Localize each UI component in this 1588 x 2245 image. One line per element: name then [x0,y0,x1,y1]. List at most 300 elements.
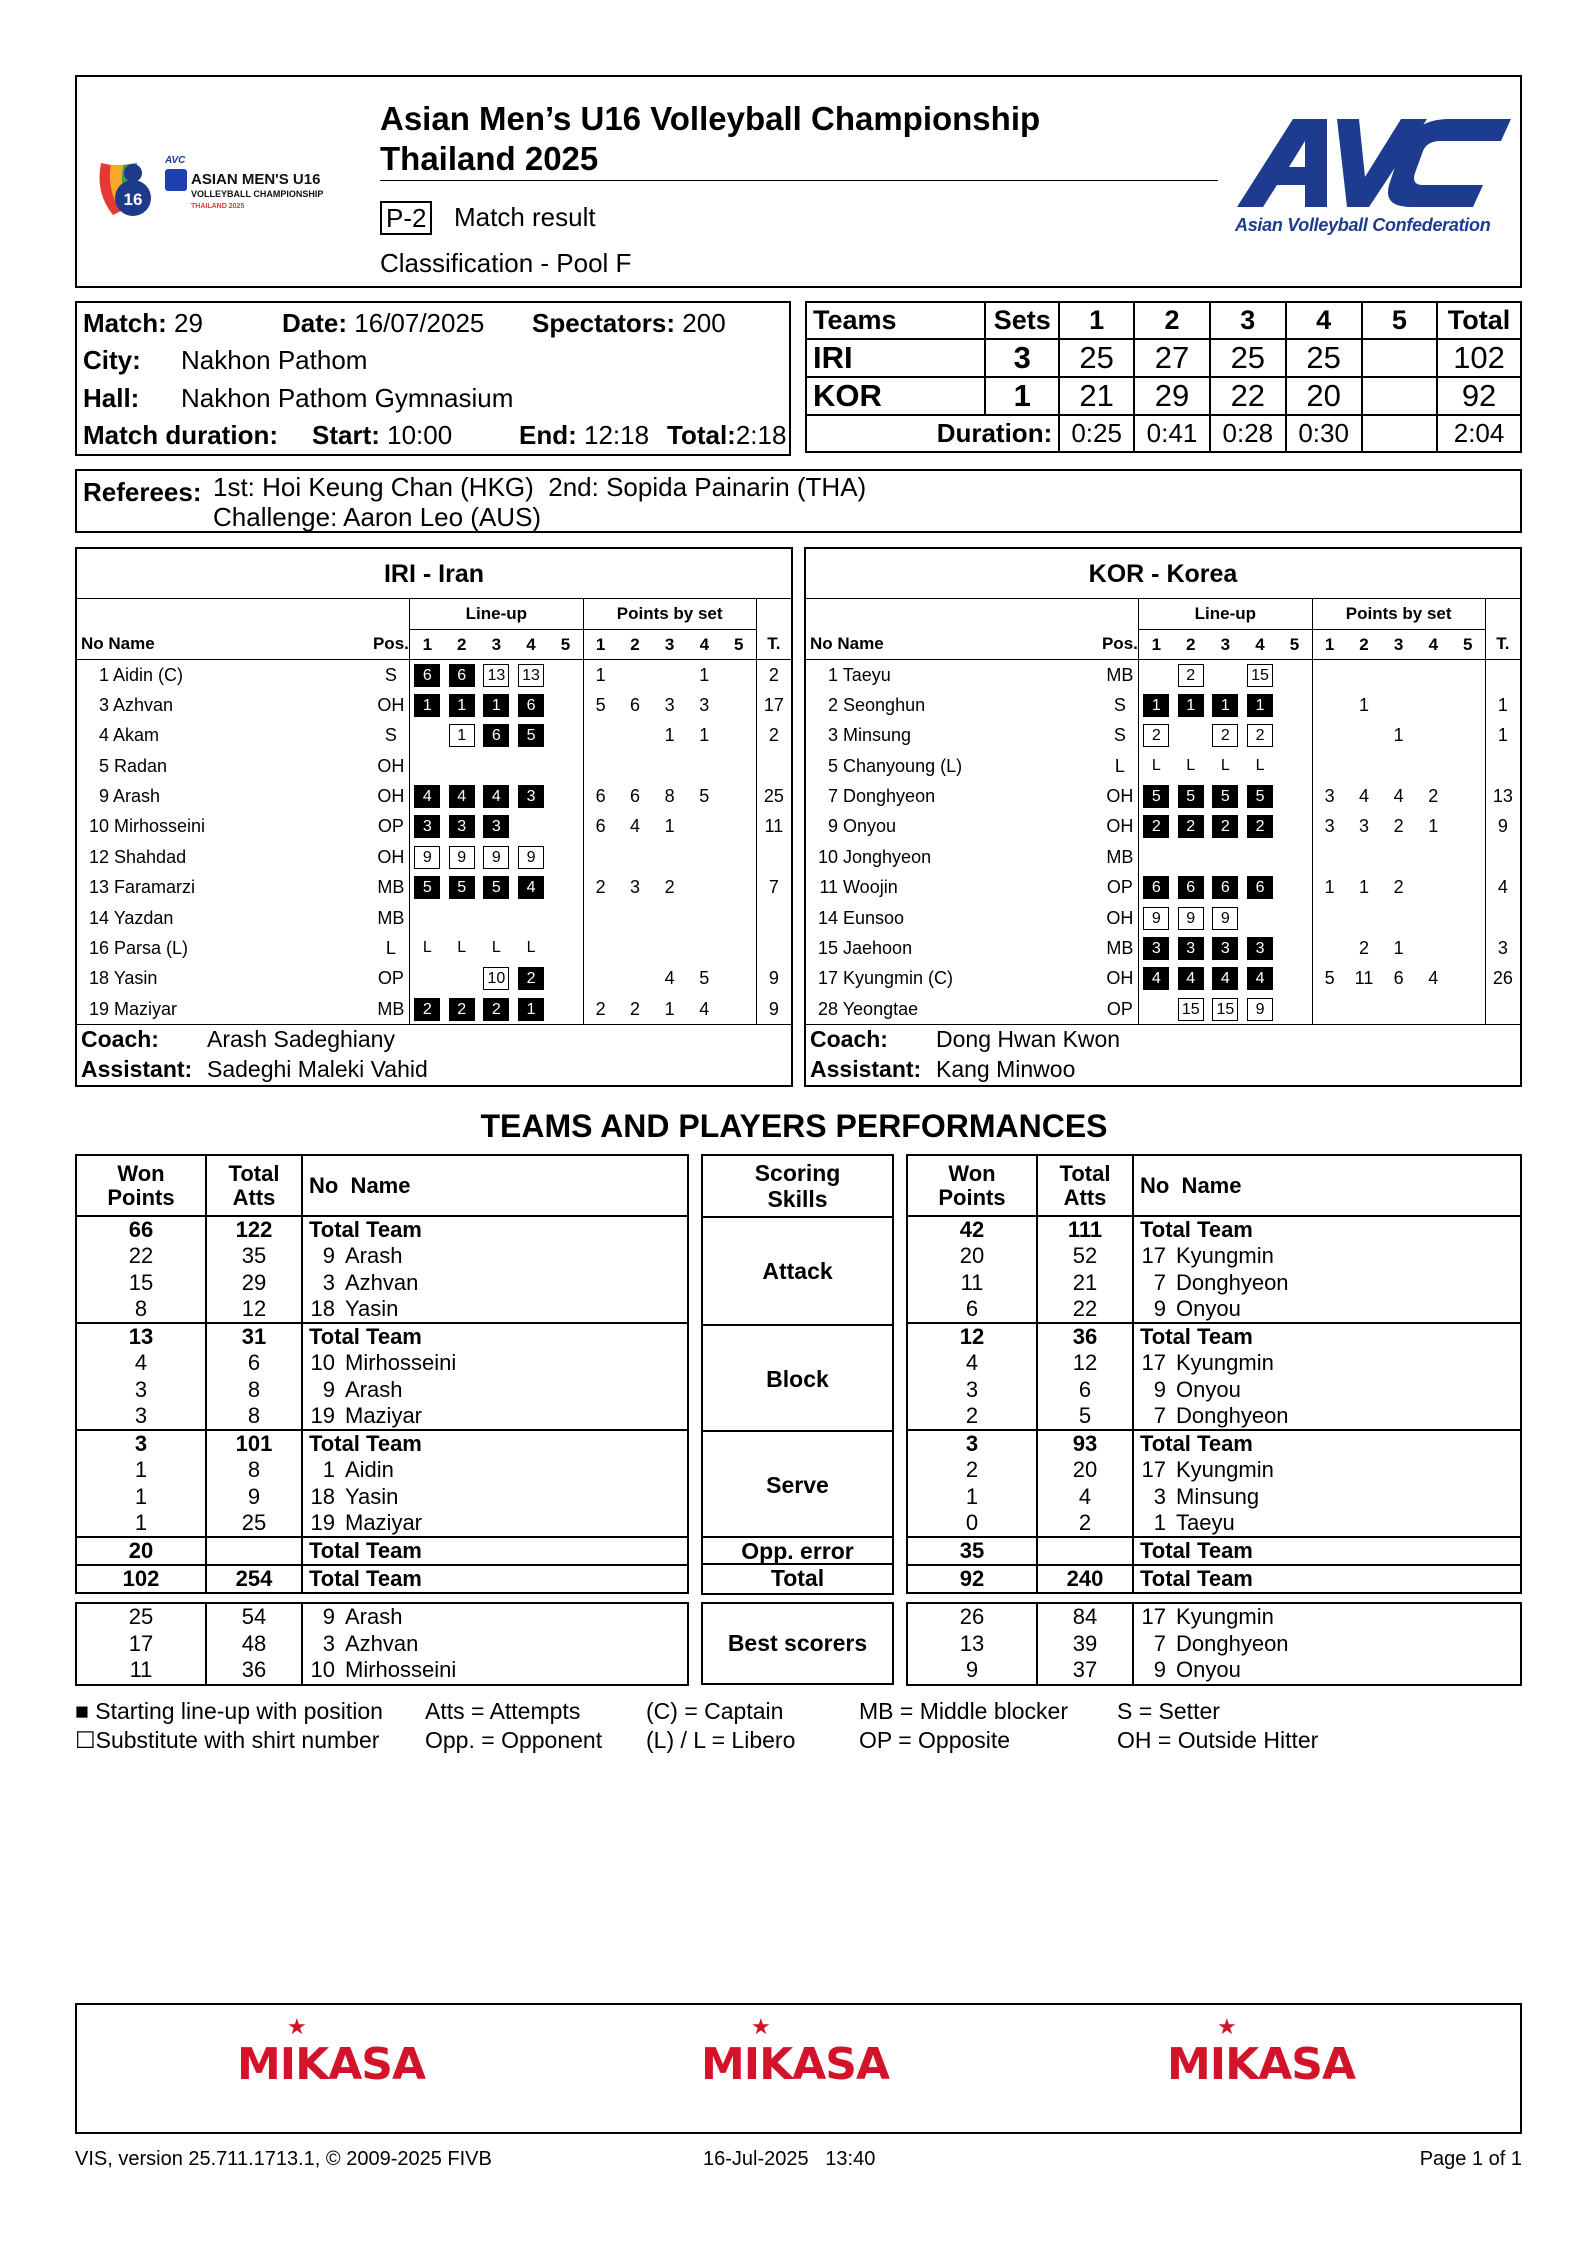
total-atts: 31 [206,1323,302,1350]
no-name-header: No Name [309,1172,411,1198]
player-position: S [1102,690,1139,720]
set1-header: 1 [1059,302,1134,339]
stat-name-cell [302,1350,687,1377]
set-points [1451,964,1486,994]
lineup-entry: 6 [414,664,440,687]
player-position: OH [373,690,410,720]
lineup-entry: 2 [414,998,440,1021]
skill-label: Total [703,1563,892,1590]
set-score: 29 [1134,377,1210,415]
player-row [77,721,791,751]
won-points: 0 [908,1510,1037,1537]
stat-name-cell [302,1430,687,1457]
lineup-entry: 3 [449,815,475,838]
team-total-row [77,1323,687,1350]
won-points: 1 [77,1457,206,1484]
won-points: 25 [77,1604,206,1631]
coach-label: Coach: [810,1026,888,1053]
player-stat-row [77,1403,687,1430]
team-total-row [908,1537,1520,1565]
set-points [652,842,687,872]
sets-table [805,301,1522,453]
set-points [1451,842,1486,872]
player-total [756,842,791,872]
skill-label: Attack [762,1258,833,1284]
player-position: OH [1102,964,1139,994]
lineup-entry: 1 [414,694,440,717]
set-points [652,933,687,963]
set-points [652,903,687,933]
set4-header: 4 [1286,302,1362,339]
stat-name: Total Team [1140,1431,1253,1456]
won-points: 6 [908,1296,1037,1323]
won-points: 1 [77,1510,206,1537]
set-points [1451,994,1486,1024]
set-points: 1 [699,725,710,746]
stat-name: Azhvan [345,1269,419,1295]
set-points [1381,994,1416,1024]
lineup-entry: 2 [483,998,509,1021]
player-stat-row [77,1604,687,1631]
player-name: Donghyeon [843,786,936,807]
player-position: MB [373,903,410,933]
legend-opp: Opp. = Opponent [425,1727,603,1753]
skill-label: Serve [703,1430,892,1536]
lineup-entry: 15 [1178,998,1204,1021]
coach-name: Arash Sadeghiany [207,1026,395,1053]
set-points [1416,721,1451,751]
teams-header: Teams [806,302,985,339]
set-points: 2 [595,998,606,1019]
lineup-set-header: 5 [548,629,583,659]
won-points: 26 [908,1604,1037,1631]
player-number: 10 [88,816,109,837]
stat-name: Total Team [309,1217,422,1242]
player-number: 17 [817,968,838,989]
stat-name-cell [1133,1216,1520,1243]
stat-name: Onyou [1176,1376,1241,1402]
won-points: 1 [908,1484,1037,1511]
team-total-row [77,1216,687,1243]
player-total: 9 [768,968,779,989]
points-set-header: 4 [1428,634,1439,654]
player-stat-row [77,1657,687,1684]
total-atts: 111 [1037,1216,1133,1243]
set-points [1381,751,1416,781]
set-points: 11 [1354,968,1374,989]
lineup-entry: 2 [518,967,544,990]
stat-name: Total Team [309,1324,422,1349]
player-name-cell [806,812,1102,842]
player-position: OH [373,842,410,872]
won-points: 20 [77,1537,206,1565]
player-row [77,964,791,994]
set-points: 1 [1358,694,1369,715]
lineup-entry: L [1151,756,1161,774]
player-name-cell [77,781,373,811]
player-stat-row [77,1377,687,1404]
player-row [806,660,1520,690]
lineup-entry: 5 [1212,785,1238,808]
stat-name-cell [302,1565,687,1592]
player-number: 7 [1153,1403,1166,1428]
lineup-entry: 15 [1212,998,1238,1021]
legend-libero: (L) / L = Libero [646,1727,796,1753]
total-atts: 25 [206,1510,302,1537]
total-atts: 4 [1037,1484,1133,1511]
stat-name: Maziyar [345,1510,423,1535]
set-points [1451,781,1486,811]
player-name: Maziyar [114,998,178,1019]
set-points [1416,842,1451,872]
lineup-set-header: 3 [491,634,502,654]
assistant-name: Sadeghi Maleki Vahid [207,1055,428,1082]
player-number: 17 [1141,1604,1166,1630]
player-number: 15 [817,937,838,958]
player-position: OP [373,812,410,842]
won-points: 13 [77,1323,206,1350]
player-row [806,751,1520,781]
total-atts: 22 [1037,1296,1133,1323]
player-position: OH [373,781,410,811]
no-name-header: No Name [810,634,884,654]
player-stat-row [77,1457,687,1484]
player-number: 28 [817,998,838,1019]
lineup-entry: 4 [1143,967,1169,990]
team-total-row [77,1537,687,1565]
total-atts: 29 [206,1270,302,1297]
stat-name-cell [1133,1323,1520,1350]
stat-name-cell [1133,1243,1520,1270]
set-points [687,873,722,903]
player-total [1485,903,1520,933]
lineup-entry: 6 [483,724,509,747]
lineup-entry: 6 [1143,876,1169,899]
total-atts: 8 [206,1403,302,1430]
lineup-entry: 3 [483,815,509,838]
player-position: MB [373,994,410,1024]
sets-row-kor [806,377,1521,415]
player-name: Yazdan [113,907,174,928]
set-points: 2 [595,877,606,898]
total-points: 92 [1437,377,1521,415]
set-points [1347,903,1382,933]
set3-header: 3 [1210,302,1286,339]
stat-name: Arash [345,1376,403,1402]
pos-header: Pos. [1102,629,1139,659]
points-set-header: 5 [722,629,757,659]
set-points [583,751,618,781]
player-name: Kyungmin (C) [843,968,954,989]
stat-name-cell [302,1323,687,1350]
total-atts [206,1537,302,1565]
set-points [1312,751,1347,781]
player-number: 7 [827,786,838,807]
header-box [75,75,1522,288]
set-points [1416,751,1451,781]
legend [75,1697,1522,1757]
lineup-entry: 6 [1212,876,1238,899]
player-stat-row [77,1350,687,1377]
total-atts: 52 [1037,1243,1133,1270]
lineup-entry: 2 [1143,815,1169,838]
points-set-header: 3 [1393,634,1404,654]
set-points: 5 [699,786,710,807]
set-points [618,660,653,690]
coach-label: Coach: [81,1026,159,1053]
player-total [756,751,791,781]
stat-name-cell [1133,1565,1520,1592]
set-points: 2 [1393,877,1404,898]
player-stat-row [77,1484,687,1511]
total-atts: 240 [1037,1565,1133,1592]
player-number: 11 [819,877,838,898]
perf-table [908,1156,1520,1592]
duration-label: Match duration: [83,420,278,450]
player-position: OP [1102,994,1139,1024]
lineup-entry: 9 [483,846,509,869]
stat-name-cell [302,1296,687,1323]
total-atts: 122 [206,1216,302,1243]
total-atts: 5 [1037,1403,1133,1430]
player-row [806,964,1520,994]
total-atts-header: Total Atts [206,1156,302,1216]
set-points [583,721,618,751]
set-points: 6 [595,786,606,807]
player-name: Radan [114,755,168,776]
set-score: 21 [1059,377,1134,415]
player-position: S [373,721,410,751]
set2-header: 2 [1134,302,1210,339]
stat-name: Yasin [345,1296,399,1321]
set-points: 1 [595,664,606,685]
assistant-name: Kang Minwoo [936,1055,1076,1082]
won-points: 3 [77,1403,206,1430]
skill-label: Opp. error [703,1536,892,1563]
lineup-entry: 3 [1143,937,1169,960]
city-label: City: [83,345,141,375]
player-number: 3 [322,1269,335,1295]
player-number: 14 [88,907,109,928]
set-points [1416,690,1451,720]
set-points: 1 [1393,725,1404,746]
player-name: Jaehoon [843,937,913,958]
lineup-entry: 9 [414,846,440,869]
player-name: Parsa (L) [114,937,189,958]
lineup-entry: L [1186,756,1196,774]
player-total: 7 [768,877,779,898]
player-row [806,721,1520,751]
won-points: 2 [908,1403,1037,1430]
player-name-cell [806,994,1102,1024]
set-points: 4 [699,998,710,1019]
lineup-entry: 2 [1212,724,1238,747]
u16-emblem-icon [93,153,163,223]
total-points: 102 [1437,339,1521,377]
player-number: 1 [322,1457,335,1483]
stat-name-cell [1133,1510,1520,1537]
legend-atts: Atts = Attempts [425,1698,581,1724]
player-name: Minsung [843,725,912,746]
lineup-entry: 1 [1247,694,1273,717]
sponsor-logo-2: ★ MIKASA [701,2015,890,2090]
stat-name-cell [1133,1350,1520,1377]
player-number: 9 [1153,1296,1166,1321]
stat-name-cell [1133,1270,1520,1297]
total-label: Total: [667,420,736,450]
player-name: Seonghun [843,694,926,715]
player-number: 9 [827,816,838,837]
player-name-cell [806,964,1102,994]
set-points [722,751,757,781]
stat-name: Total Team [1140,1538,1253,1563]
player-name-cell [77,873,373,903]
set-points [1381,903,1416,933]
doc-type: Match result [454,202,596,232]
player-row [806,933,1520,963]
player-number: 3 [322,1630,335,1656]
lineup-entry: 2 [1178,664,1204,687]
best-scorers-box [701,1602,894,1685]
stat-name-cell [1133,1537,1520,1565]
set-points: 2 [1393,816,1404,837]
total-atts: 101 [206,1430,302,1457]
set-points [722,690,757,720]
won-points: 35 [908,1537,1037,1565]
match-number: 29 [174,308,203,338]
player-row [77,842,791,872]
won-points: 15 [77,1270,206,1297]
player-name: Aidin (C) [113,664,184,685]
lineup-entry: 5 [1178,785,1204,808]
lineup-entry: L [491,938,501,956]
skill-label: Block [703,1324,892,1430]
set-points [1381,842,1416,872]
won-points: 3 [908,1377,1037,1404]
total-atts: 39 [1037,1631,1133,1658]
sets-header: Sets [985,302,1059,339]
lineup-entry: 10 [483,967,509,990]
sponsor-logo-1: ★ MIKASA [237,2015,426,2090]
player-number: 9 [322,1376,335,1402]
team-title: KOR - Korea [806,549,1520,599]
stat-name: Kyungmin [1176,1350,1274,1376]
player-number: 5 [827,755,838,776]
player-stat-row [908,1270,1520,1297]
title-underline [380,180,1218,181]
lineup-entry: 6 [1178,876,1204,899]
player-position: MB [373,873,410,903]
set-points [583,842,618,872]
lineup-entry: 5 [1247,785,1273,808]
stat-name-cell [1133,1484,1520,1511]
stat-name-cell [1133,1296,1520,1323]
stat-name: Donghyeon [1176,1630,1289,1656]
player-number: 12 [88,846,109,867]
won-points: 42 [908,1216,1037,1243]
stat-name-cell [1133,1604,1520,1631]
player-name-cell [806,660,1102,690]
player-row [806,873,1520,903]
sponsor-box [75,2003,1522,2134]
set-points [1451,690,1486,720]
player-total: 2 [768,664,779,685]
player-row [77,660,791,690]
lineup-entry: 6 [1247,876,1273,899]
set-points: 3 [629,877,640,898]
player-total: 11 [764,816,784,837]
set-points [1416,994,1451,1024]
perf-table [77,1604,687,1684]
player-number: 3 [827,725,838,746]
player-stat-row [908,1604,1520,1631]
player-number: 1 [98,664,109,685]
total-atts: 84 [1037,1604,1133,1631]
player-name: Azhvan [113,694,174,715]
won-points: 102 [77,1565,206,1592]
legend-setter: S = Setter [1117,1698,1220,1724]
total-header: T. [1496,634,1510,654]
set-duration: 0:30 [1286,415,1362,452]
player-row [77,994,791,1024]
lineup-set-header: 5 [1277,629,1312,659]
referees-box [75,469,1522,533]
footer-datetime: 16-Jul-2025 13:40 [703,2148,876,2170]
set-points [583,933,618,963]
lineup-entry: 1 [1178,694,1204,717]
lineup-entry: L [422,938,432,956]
set-duration [1362,415,1438,452]
lineup-entry: 1 [483,694,509,717]
player-stat-row [77,1243,687,1270]
points-set-header: 2 [630,634,640,654]
date-label: Date: [282,308,348,338]
player-position: S [1102,721,1139,751]
won-points: 11 [77,1657,206,1684]
stat-name-cell [302,1216,687,1243]
won-points: 4 [77,1350,206,1377]
player-stat-row [77,1270,687,1297]
set-points [1312,903,1347,933]
set-points [687,751,722,781]
coach-name: Dong Hwan Kwon [936,1026,1121,1053]
legend-starting: ■ Starting line-up with position [75,1698,383,1724]
set-score [1362,339,1438,377]
set-points [1451,660,1486,690]
total-atts: 20 [1037,1457,1133,1484]
roster-iri [75,547,793,1087]
set-points [1347,751,1382,781]
player-number: 16 [88,937,109,958]
points-set-header: 1 [595,634,606,654]
player-number: 19 [310,1510,335,1535]
lineup-set-header: 4 [1255,634,1265,654]
won-points: 8 [77,1296,206,1323]
player-position: OP [1102,873,1139,903]
stat-name: Mirhosseini [345,1350,457,1376]
best-scorers-kor [906,1602,1522,1686]
player-position: OH [1102,812,1139,842]
lineup-entry: 9 [449,846,475,869]
stat-name-cell [302,1510,687,1537]
lineup-entry: 6 [518,694,544,717]
total-atts: 8 [206,1377,302,1404]
set-points: 2 [1428,786,1439,807]
hall-value: Nakhon Pathom Gymnasium [181,383,514,413]
set-points [1312,721,1347,751]
player-name-cell [77,721,373,751]
match-label: Match: [83,308,167,338]
